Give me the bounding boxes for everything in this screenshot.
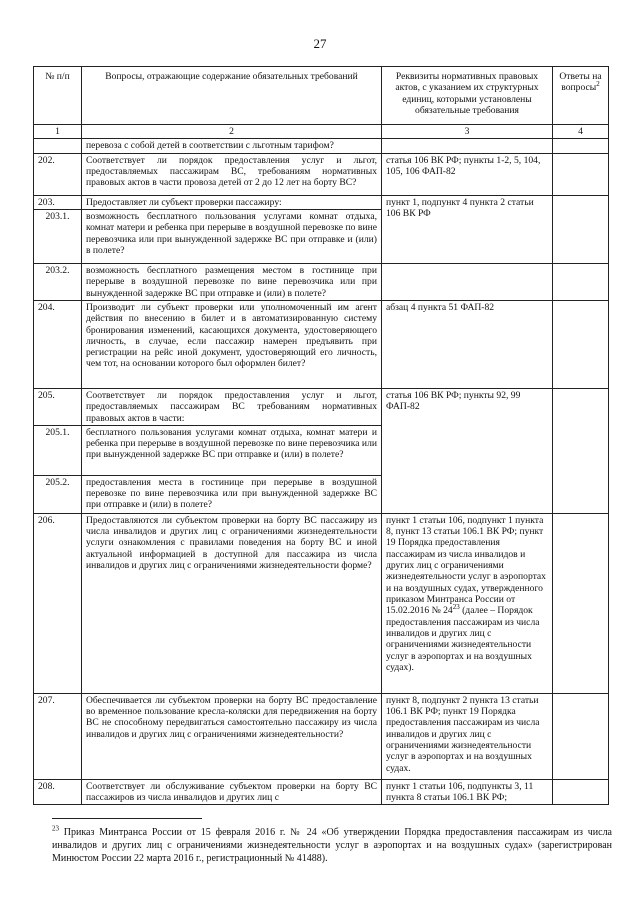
row-number: 205.1. — [34, 425, 82, 475]
row-answer — [553, 263, 609, 300]
row-question: предоставления места в гостинице при перерыве в воздушной перевозке по вине перевозчика или при вынужденной задержке ВС при отправке и (или) в полете? — [82, 475, 382, 513]
table-row — [34, 693, 609, 779]
row-number: 203.1. — [34, 209, 82, 263]
col-number-2: 2 — [82, 125, 382, 139]
column-number-row — [34, 125, 609, 139]
row-answer — [553, 513, 609, 693]
row-number: 203. — [34, 195, 82, 209]
table-header-row — [34, 67, 609, 125]
header-questions: Вопросы, отражающие содержание обязательных требований — [82, 67, 382, 125]
col-number-1: 1 — [34, 125, 82, 139]
table-row — [34, 139, 609, 153]
header-references: Реквизиты нормативных правовых актов, с указанием их структурных единиц, которыми установлены обязательные требования — [382, 67, 553, 125]
row-question: Предоставляет ли субъект проверки пассажиру: — [82, 195, 382, 209]
row-number: 205.2. — [34, 475, 82, 513]
page-number: 27 — [313, 36, 327, 51]
row-answer — [553, 388, 609, 513]
row-reference: пункт 1 статьи 106, подпункт 1 пункта 8, пункт 13 статьи 106.1 ВК РФ; пункт 19 Порядка предоставления пассажирам из числа инвалидов и других лиц с ограничениями жизнедеятельности услуг в аэропортах и на воздушных судах, утвержденного приказом Минтранса России от 15.02.2016 № $24^{23}$ (далее – Порядок предоставления пассажирам из числа инвалидов и других лиц с ограничениями жизнедеятельности услуг в аэропортах и на воздушных судах). — [382, 513, 553, 693]
row-question: возможность бесплатного размещения местом в гостинице при перерыве в воздушной перевозке по вине перевозчика или при вынужденной задержке ВС при отправке и (или) в полете? — [82, 263, 382, 300]
header-answers: Ответы на вопросы$^2$ — [553, 67, 609, 125]
footnote-divider — [52, 818, 202, 819]
table-row — [34, 779, 609, 805]
row-question: перевоза с собой детей в соответствии с льготным тарифом? — [82, 139, 382, 153]
row-number: 202. — [34, 153, 82, 195]
row-reference: пункт 1, подпункт 4 пункта 2 статьи 106 ВК РФ — [382, 195, 553, 263]
row-answer — [553, 195, 609, 263]
row-question: Обеспечивается ли субъектом проверки на борту ВС предоставление во временное пользование кресла-коляски для передвижения на борту ВС не способному передвигаться самостоятельно пассажиру из числа инвалидов и других лиц с ограничениями жизнедеятельности? — [82, 693, 382, 779]
table-row — [34, 263, 609, 300]
row-number: 206. — [34, 513, 82, 693]
row-number: 205. — [34, 388, 82, 425]
row-question: возможность бесплатного пользования услугами комнат отдыха, комнат матери и ребенка при перерыве в воздушной перевозке по вине перевозчика или при вынужденной задержке ВС при отправке и (или) в полете? — [82, 209, 382, 263]
row-number: 204. — [34, 300, 82, 388]
row-reference: пункт 8, подпункт 2 пункта 13 статьи 106.1 ВК РФ; пункт 19 Порядка предоставления пассажирам из числа инвалидов и других лиц с ограничениями жизнедеятельности услуг в аэропортах и на воздушных судах. — [382, 693, 553, 779]
table-row — [34, 195, 609, 209]
row-answer — [553, 139, 609, 153]
row-question: Соответствует ли порядок предоставления услуг и льгот, предоставляемых пассажирам ВС, требованиям нормативных правовых актов в части провоза детей от 2 до 12 лет на борту ВС? — [82, 153, 382, 195]
table-row — [34, 153, 609, 195]
row-question: Соответствует ли обслуживание субъектом проверки на борту ВС пассажиров из числа инвалидов и других лиц с — [82, 779, 382, 805]
row-answer — [553, 779, 609, 805]
row-number: 203.2. — [34, 263, 82, 300]
row-reference: пункт 1 статьи 106, подпункты 3, 11 пункта 8 статьи 106.1 ВК РФ; — [382, 779, 553, 805]
row-reference — [382, 139, 553, 153]
header-number: № п/п — [34, 67, 82, 125]
row-question: Предоставляются ли субъектом проверки на борту ВС пассажиру из числа инвалидов и других лиц с ограничениями жизнедеятельности услуги ознакомления с правилами поведения на борту ВС и иной актуальной информацией в доступной для пассажира из числа инвалидов и других лиц с ограничениями жизнедеятельности форме? — [82, 513, 382, 693]
row-reference: статья 106 ВК РФ; пункты 1-2, 5, 104, 105, 106 ФАП-82 — [382, 153, 553, 195]
footnote: $^{23}$ Приказ Минтранса России от 15 февраля 2016 г. № 24 «Об утверждении Порядка предоставления пассажирам из числа инвалидов и других лиц с ограничениями жизнедеятельности услуг в аэропортах и на воздушных судах» (зарегистрирован Минюстом России 22 марта 2016 г., регистрационный № 41488). — [52, 824, 612, 864]
table-row — [34, 513, 609, 693]
row-number: 208. — [34, 779, 82, 805]
col-number-4: 4 — [553, 125, 609, 139]
row-question: Соответствует ли порядок предоставления услуг и льгот, предоставляемых пассажирам ВС требованиям нормативных правовых актов в части: — [82, 388, 382, 425]
table-row — [34, 300, 609, 388]
table-row — [34, 388, 609, 425]
row-number: 207. — [34, 693, 82, 779]
row-number — [34, 139, 82, 153]
col-number-3: 3 — [382, 125, 553, 139]
row-reference — [382, 263, 553, 300]
row-reference: абзац 4 пункта 51 ФАП-82 — [382, 300, 553, 388]
row-answer — [553, 153, 609, 195]
row-question: Производит ли субъект проверки или уполномоченный им агент действия по внесению в билет и в автоматизированную систему бронирования изменений, касающихся документа, удостоверяющего личность, в случае, если пассажир намерен предъявить при регистрации на рейс иной документ, удостоверяющий его личность, чем тот, на основании которого был оформлен билет? — [82, 300, 382, 388]
row-answer — [553, 300, 609, 388]
row-question: бесплатного пользования услугами комнат отдыха, комнат матери и ребенка при перерыве в воздушной перевозке по вине перевозчика или при вынужденной задержке ВС при отправке и (или) в полете? — [82, 425, 382, 475]
requirements-table — [33, 66, 609, 805]
row-reference: статья 106 ВК РФ; пункты 92, 99 ФАП-82 — [382, 388, 553, 513]
row-answer — [553, 693, 609, 779]
